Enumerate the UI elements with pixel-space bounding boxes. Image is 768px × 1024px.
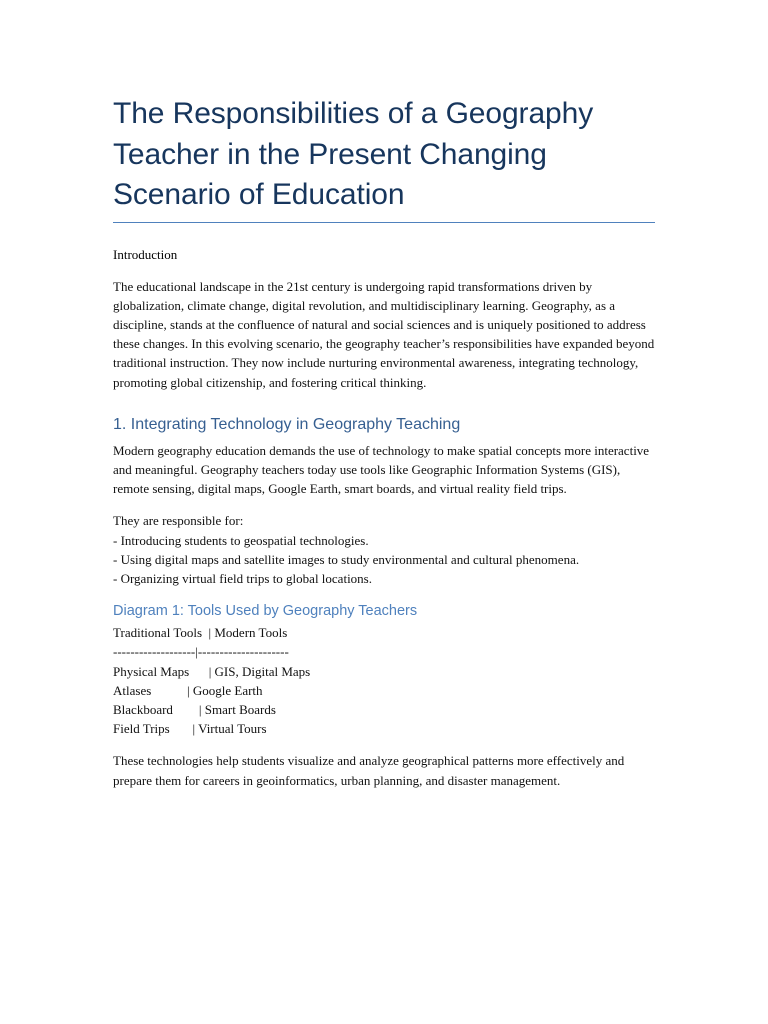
introduction-paragraph: The educational landscape in the 21st century is undergoing rapid transformations driven by globalization, climate change, digital revolution, and multidisciplinary learning. Geography, as a discipline, stands at the confluence of natural and social sciences and is uniquely positioned to address these changes. In this evolving scenario, the geography teacher’s responsibilities have expanded beyond traditional instruction. They now include nurturing environmental awareness, integrating technology, promoting global citizenship, and fostering critical thinking. bbox=[113, 278, 655, 390]
introduction-label: Introduction bbox=[113, 246, 178, 262]
table-row: Atlases | Google Earth bbox=[113, 682, 263, 698]
table-row: Physical Maps | GIS, Digital Maps bbox=[113, 663, 311, 679]
diagram-1-heading: Diagram 1: Tools Used by Geography Teachers bbox=[113, 603, 418, 620]
document-title: The Responsibilities of a Geography Teacher in the Present Changing Scenario of Education bbox=[113, 97, 594, 211]
table-row: Blackboard | Smart Boards bbox=[113, 701, 276, 717]
table-separator-row: -------------------|--------------------- bbox=[113, 644, 289, 660]
table-header-row: Traditional Tools | Modern Tools bbox=[113, 625, 288, 641]
section-1-heading: 1. Integrating Technology in Geography Teaching bbox=[113, 415, 461, 433]
list-item: - Using digital maps and satellite images to study environmental and cultural phenomena. bbox=[113, 551, 580, 567]
document-body bbox=[113, 94, 656, 790]
list-intro: They are responsible for: bbox=[113, 513, 244, 529]
list-item: - Organizing virtual field trips to global locations. bbox=[113, 570, 372, 586]
table-row: Field Trips | Virtual Tours bbox=[113, 721, 267, 737]
tools-text-table bbox=[113, 623, 656, 738]
closing-paragraph: These technologies help students visualize and analyze geographical patterns more effectively and prepare them for careers in geoinformatics, urban planning, and disaster management. bbox=[113, 753, 625, 788]
list-item: - Introducing students to geospatial technologies. bbox=[113, 532, 369, 548]
title-underline-divider bbox=[113, 222, 655, 223]
section-1-paragraph: Modern geography education demands the use of technology to make spatial concepts more interactive and meaningful. Geography teachers today use tools like Geographic Information Systems (GIS), remote sensing, digital maps, Google Earth, smart boards, and virtual reality field trips. bbox=[113, 442, 650, 497]
responsibilities-list bbox=[113, 511, 656, 588]
